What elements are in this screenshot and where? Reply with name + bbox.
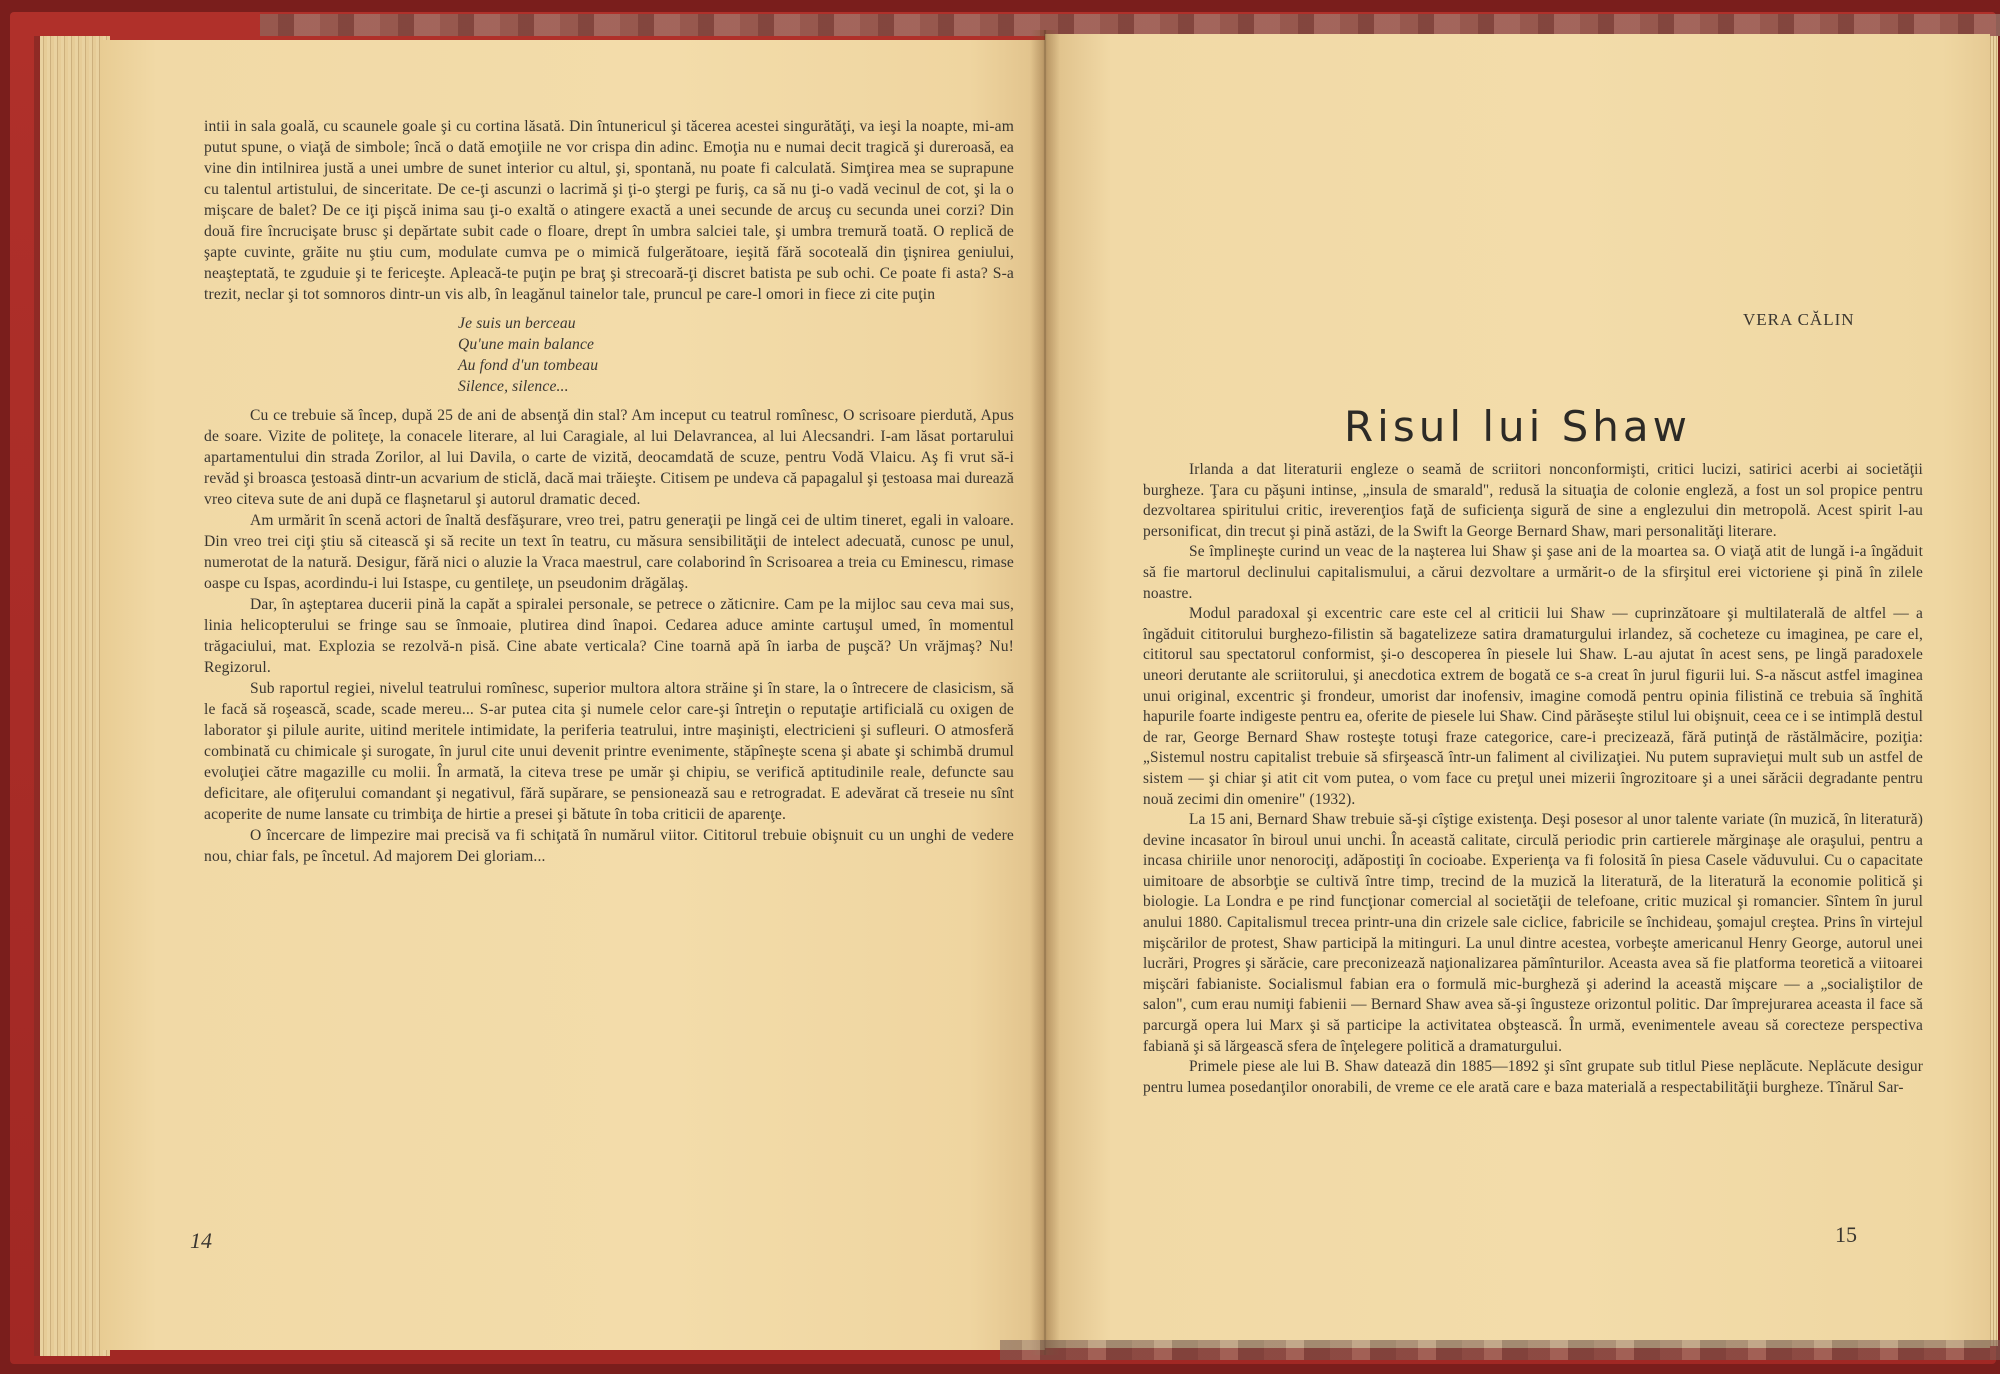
poem <box>458 313 1014 397</box>
paragraph: Modul paradoxal şi excentric care este cel al criticii lui Shaw — cuprinzătoare şi multilaterală de altfel — a îngăduit cititorului burghezo-filistin să bagatelizeze satira dramaturgului irlandez, să cocheteze cu imaginea, pe care el, cititorul sau spectatorul conformist, şi-o descoperea în piesele lui Shaw. L-au ajutat în acest sens, pe lingă paradoxele uneori derutante ale scriitorului, şi anecdotica extrem de bogată ce s-a creat în jurul figurii lui. S-a născut astfel imaginea unui original, excentric şi frondeur, umorist dar inofensiv, imagine comodă pentru opinia filistină ce trebuia să înghită hapurile foarte indigeste pentru ea, oferite de piesele lui Shaw. Cind părăseşte stilul lui obişnuit, ceea ce i se intimplă destul de rar, George Bernard Shaw rosteşte totuşi fraze categorice, care-i precizează, fără putinţă de răstălmăcire, poziţia: „Sistemul nostru capitalist trebuie să sfirşească într-un faliment al civilizaţiei. Nu putem supravieţui mult sub un astfel de sistem — şi chiar şi atit cit vom putea, o vom face cu preţul unei mizerii îngrozitoare şi a unei sărăcii degradante pentru nouă zecimi din omenire" (1932). <box>1143 605 1923 808</box>
poem-line: Je suis un berceau <box>458 315 576 332</box>
paragraph: Primele piese ale lui B. Shaw datează din 1885—1892 şi sînt grupate sub titlul Piese neplăcute. Neplăcute desigur pentru lumea posedanţilor onorabili, de vreme ce ele arată care e baza materială a respectabilităţii burgheze. Tînărul Sar- <box>1143 1058 1923 1096</box>
page-number: 15 <box>1835 1222 1857 1247</box>
poem-line: Silence, silence... <box>458 378 569 395</box>
paragraph: Se împlineşte curind un veac de la naşterea lui Shaw şi şase ani de la moartea sa. O viaţă atit de lungă i-a îngăduit să fie martorul declinului capitalismului, a cărui dezvoltare a urmărit-o de la sfirşitul erei victoriene şi pină în zilele noastre. <box>1143 543 1923 602</box>
paragraph: La 15 ani, Bernard Shaw trebuie să-şi cîştige existenţa. Deşi posesor al unor talente variate (în muzică, în literatură) devine incasator în biroul unui unchi. În această calitate, circulă periodic prin cartierele mărginaşe ale oraşului, pentru a incasa chiriile unor nenorociţi, adăpostiţi în cocioabe. Experienţa va fi folosită în piesa Casele văduvului. Cu o capacitate uimitoare de absorbţie se cultivă între timp, trecind de la muzică la literatură, de la literatură la economie politică şi biologie. La Londra e pe rind funcţionar comercial al societăţii de telefoane, critic muzical şi romancier. Sîntem în jurul anului 1880. Capitalismul trecea printr-una din crizele sale ciclice, fabricile se închideau, şomajul creştea. Prins în virtejul mişcărilor de protest, Shaw participă la mitinguri. La unul dintre acestea, vorbeşte americanul Henry George, autorul unei lucrări, Progres şi sărăcie, care preconizează naţionalizarea pămînturilor. Aceasta avea să fie platforma teoretică a viitoarei mişcări fabianiste. Socialismul fabian era o formulă mic-burgheză şi aderind la această mişcare — a „socialiştilor de salon", cum erau numiţi fabienii — Bernard Shaw avea să-şi îngusteze orizontul politic. Dar împrejurarea aceasta il face să parcurgă opera lui Marx şi să participe la activitatea obştească. În urmă, evenimentele aveau să corecteze perspectiva fabiană şi să lărgească sfera de înţelegere politică a dramaturgului. <box>1143 811 1923 1055</box>
left-page-text <box>204 116 1014 867</box>
paragraph: Cu ce trebuie să încep, după 25 de ani de absenţă din stal? Am inceput cu teatrul romînesc, O scrisoare pierdută, Apus de soare. Vizite de politeţe, la conacele literare, al lui Caragiale, al lui Delavrancea, al lui Alecsandri. I-am lăsat portarului apartamentului din strada Zorilor, al lui Davila, o carte de vizită, deocamdată de scuze, pentru Vodă Vlaicu. Aş fi vrut să-i revăd şi broasca ţestoasă dintr-un acvarium de sticlă, dacă mai trăieşte. Citisem pe undeva că papagalul şi ţestoasa mai durează vreo citeva sute de ani după ce flaşnetarul şi autorul dramatic deced. <box>204 407 1014 508</box>
paragraph: Am urmărit în scenă actori de înaltă desfăşurare, vreo trei, patru generaţii pe lingă cei de ultim tineret, egali in valoare. Din vreo trei ciţi ştiu să citească şi să recite un text în teatru, cu măsura sensibilităţii de intelect adecuată, cunosc pe unul, numerotat de la natură. Desigur, fără nici o aluzie la Vraca maestrul, care colaborind în Scrisoarea a treia cu Eminescu, rimase oaspe cu Ispas, acordindu-i lui Istaspe, cu gentileţe, un pseudonim drăgălaş. <box>204 512 1014 592</box>
left-page <box>100 40 1045 1350</box>
poem-line: Au fond d'un tombeau <box>458 357 599 374</box>
paragraph: Irlanda a dat literaturii engleze o seamă de scriitori nonconformişti, critici lucizi, satirici acerbi ai societăţii burgheze. Ţara cu păşuni intinse, „insula de smarald", redusă la situaţia de colonie engleză, a fost un sol propice pentru dezvoltarea spiritului critic, ireverenţios faţă de suficienţa sigură de sine a englezului din metropolă. Acest spirit l-au personificat, din trecut şi pină astăzi, de la Swift la George Bernard Shaw, mari personalităţi literare. <box>1143 461 1923 540</box>
paragraph: Dar, în aşteptarea ducerii pină la capăt a spiralei personale, se petrece o zăticnire. Cam pe la mijloc sau ceva mai sus, linia helicopterului se fringe sau se înmoaie, plutirea dind înapoi. Cedarea aduce aminte cartuşul umed, în momentul trăgaciului, mat. Explozia se rezolvă-n pisă. Cine abate verticala? Cine toarnă apă în iarba de puşcă? Un vrăjmaş? Nu! Regizorul. <box>204 596 1014 676</box>
right-page-text <box>1143 460 1923 1098</box>
cover-bottom-edge <box>1000 1340 2000 1360</box>
cover-marble-edge <box>260 14 2000 36</box>
paragraph: Sub raportul regiei, nivelul teatrului romînesc, superior multora altora străine şi în stare, la o întrecere de clasicism, să le facă să roşească, scade, scade mereu... S-ar putea cita şi numele celor care-şi întreţin o reputaţie artificială cu oxigen de laborator şi pilule aurite, uitind meritele intimidate, la periferia teatrului, intre maşinişti, electricieni şi sufleuri. O atmosferă combinată cu chimicale şi surogate, în jurul cite unui devenit printre evenimente, stăpîneşte scena şi abate şi schimbă drumul evoluţiei către magazille cu molii. În armată, la citeva trese pe umăr şi chipiu, se verifică aptitudinile reale, defuncte sau deficitare, ale ofiţerului comandant şi negativul, fără supărare, se pensionează sau e retrogradat. E adevărat că treseie nu sînt acoperite de nume lansate cu trimbiţa de hirtie a presei şi bătute în toba criticii de aparenţe. <box>204 680 1014 823</box>
article-author: VERA CĂLIN <box>1743 310 1855 329</box>
page-edges-left <box>34 36 110 1356</box>
book-gutter <box>1030 30 1060 1355</box>
poem-line: Qu'une main balance <box>458 336 595 353</box>
article-title: Risul lui Shaw <box>1343 402 1692 452</box>
paragraph: intii in sala goală, cu scaunele goale şi cu cortina lăsată. Din întunericul şi tăcerea acestei singurătăţi, va ieşi la noapte, mi-am putut spune, o viaţă de simbole; încă o dată emoţiile ne vor crispa din adinc. Emoţia nu e numai decit tragică şi dureroasă, ea vine din intilnirea justă a unei umbre de sunet interior cu altul, şi, spontană, nu poate fi calculată. Simţirea mea se suprapune cu talentul artistului, de sinceritate. De ce-ţi ascunzi o lacrimă şi ţi-o ştergi pe furiş, ca să nu ţi-o vadă vecinul de cot, şi la o mişcare de balet? De ce iţi pişcă inima sau ţi-o exaltă o atingere exactă a unei secunde de arcuş cu secunda unei corzi? Din două fire încrucişate brusc şi depărtate subit cade o floare, drept în umbra salciei tale, şi umbra tremură toată. O replică de şapte cuvinte, grăite nu ştiu cum, modulate cumva pe o mimică fulgerătoare, ieşită fără socoteală din ţişnirea geniului, neaşteptată, te zguduie şi te fericeşte. Apleacă-te puţin pe braţ şi strecoară-ţi discret batista pe sub ochi. Ce poate fi asta? S-a trezit, neclar şi tot somnoros dintr-un vis alb, în leagănul tainelor tale, pruncul pe care-l omori in fiece zi cite puţin <box>204 118 1014 303</box>
paragraph: O încercare de limpezire mai precisă va fi schiţată în numărul viitor. Cititorul trebuie obişnuit cu un unghi de vedere nou, chiar fals, pe încetul. Ad majorem Dei gloriam... <box>204 827 1014 865</box>
page-number: 14 <box>190 1228 212 1253</box>
right-page <box>1045 34 1990 1348</box>
